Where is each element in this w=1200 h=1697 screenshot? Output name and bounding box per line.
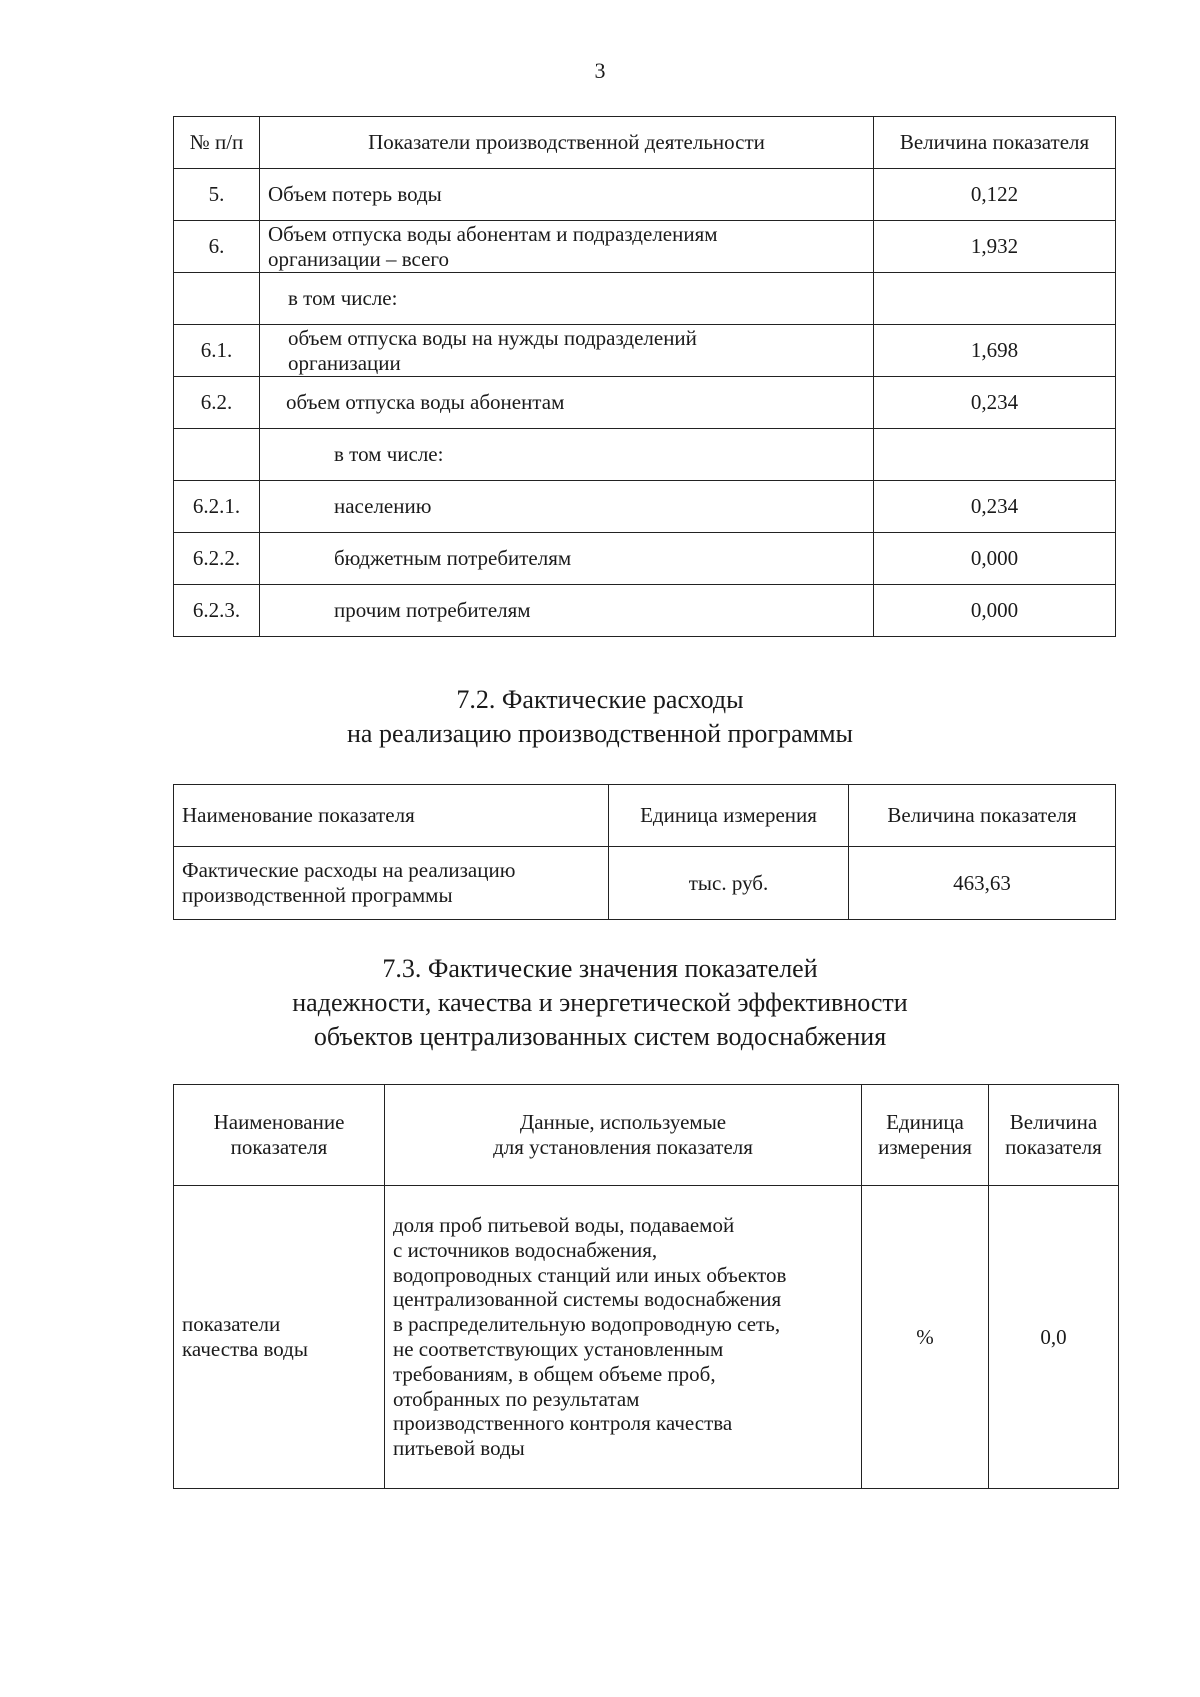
row-num bbox=[174, 273, 260, 325]
row-value bbox=[874, 273, 1116, 325]
header-unit: Единица измерения bbox=[862, 1085, 989, 1186]
table-row bbox=[174, 1186, 1119, 1489]
section-title-line: объектов централизованных систем водоснабжения bbox=[313, 1022, 887, 1051]
row-num: 6.2. bbox=[174, 377, 260, 429]
row-value: 0,122 bbox=[874, 169, 1116, 221]
row-name: показатели качества воды bbox=[174, 1186, 385, 1489]
row-indicator: населению bbox=[260, 481, 874, 533]
row-num: 6.2.3. bbox=[174, 585, 260, 637]
table-row bbox=[174, 273, 1116, 325]
row-indicator: объем отпуска воды абонентам bbox=[260, 377, 874, 429]
row-value: 0,234 bbox=[874, 481, 1116, 533]
header-data: Данные, используемые для установления показателя bbox=[385, 1085, 862, 1186]
row-num: 6. bbox=[174, 221, 260, 273]
header-num: № п/п bbox=[174, 117, 260, 169]
section-7-2-heading bbox=[0, 683, 1200, 751]
row-value bbox=[874, 429, 1116, 481]
row-unit: тыс. руб. bbox=[609, 847, 849, 920]
header-value: Величина показателя bbox=[989, 1085, 1119, 1186]
row-value: 0,000 bbox=[874, 533, 1116, 585]
table-header-row bbox=[174, 785, 1116, 847]
table-row bbox=[174, 585, 1116, 637]
row-value: 0,0 bbox=[989, 1186, 1119, 1489]
row-value: 463,63 bbox=[849, 847, 1116, 920]
row-num: 6.2.1. bbox=[174, 481, 260, 533]
section-title-line: 7.3. Фактические значения показателей bbox=[382, 954, 818, 983]
row-value: 0,000 bbox=[874, 585, 1116, 637]
page-number: 3 bbox=[594, 58, 606, 83]
water-quality-indicators-table bbox=[173, 1084, 1119, 1489]
row-indicator: объем отпуска воды на нужды подразделений организации bbox=[260, 325, 874, 377]
header-value: Величина показателя bbox=[874, 117, 1116, 169]
row-indicator: Объем отпуска воды абонентам и подразделениям организации – всего bbox=[260, 221, 874, 273]
row-indicator: прочим потребителям bbox=[260, 585, 874, 637]
table-row bbox=[174, 533, 1116, 585]
row-name: Фактические расходы на реализацию производственной программы bbox=[174, 847, 609, 920]
row-num: 6.2.2. bbox=[174, 533, 260, 585]
row-indicator: в том числе: bbox=[260, 273, 874, 325]
section-7-3-heading bbox=[0, 952, 1200, 1054]
table-header-row bbox=[174, 1085, 1119, 1186]
production-indicators-table bbox=[173, 116, 1116, 637]
row-indicator: бюджетным потребителям bbox=[260, 533, 874, 585]
row-num: 5. bbox=[174, 169, 260, 221]
section-title-line: 7.2. Фактические расходы bbox=[456, 685, 744, 714]
header-name: Наименование показателя bbox=[174, 785, 609, 847]
actual-expenses-table bbox=[173, 784, 1116, 920]
row-data: доля проб питьевой воды, подаваемой с источников водоснабжения, водопроводных станций или иных объектов централизованной системы водоснабжения в распределительную водопроводную сеть, не соответствующих установленным требованиям, в общем объеме проб, отобранных по результатам производственного контроля качества питьевой воды bbox=[385, 1186, 862, 1489]
row-num: 6.1. bbox=[174, 325, 260, 377]
table-row bbox=[174, 481, 1116, 533]
row-unit: % bbox=[862, 1186, 989, 1489]
header-name: Наименование показателя bbox=[174, 1085, 385, 1186]
row-num bbox=[174, 429, 260, 481]
header-value: Величина показателя bbox=[849, 785, 1116, 847]
section-title-line: на реализацию производственной программы bbox=[346, 719, 853, 748]
header-unit: Единица измерения bbox=[609, 785, 849, 847]
table-row bbox=[174, 377, 1116, 429]
row-value: 1,932 bbox=[874, 221, 1116, 273]
table-row bbox=[174, 847, 1116, 920]
header-indicator: Показатели производственной деятельности bbox=[260, 117, 874, 169]
table-header-row bbox=[174, 117, 1116, 169]
table-row bbox=[174, 169, 1116, 221]
row-indicator: Объем потерь воды bbox=[260, 169, 874, 221]
section-title-line: надежности, качества и энергетической эффективности bbox=[292, 988, 908, 1017]
table-row bbox=[174, 429, 1116, 481]
row-indicator: в том числе: bbox=[260, 429, 874, 481]
row-value: 1,698 bbox=[874, 325, 1116, 377]
table-row bbox=[174, 221, 1116, 273]
row-value: 0,234 bbox=[874, 377, 1116, 429]
table-row bbox=[174, 325, 1116, 377]
